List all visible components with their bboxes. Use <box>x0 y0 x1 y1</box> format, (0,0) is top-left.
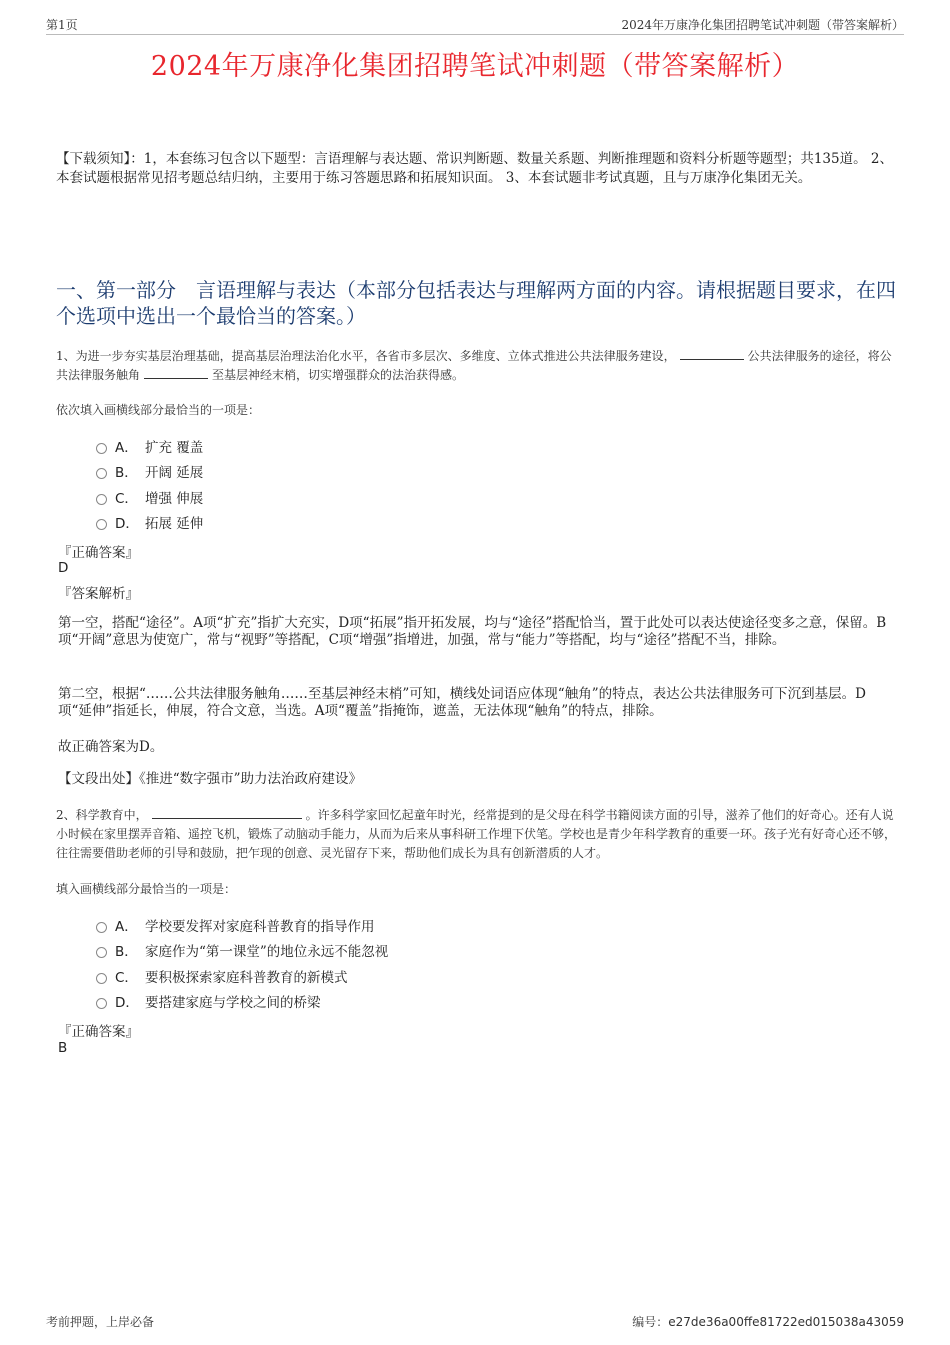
radio-button-icon[interactable] <box>96 443 107 454</box>
text-source: 【文段出处】《推进“数字强市”助力法治政府建设》 <box>58 771 363 787</box>
question-2-stem: 2、科学教育中， 。许多科学家回忆起童年时光，经常提到的是父母在科学书籍阅读方面的引导，滋养了他们的好奇心。还有人说小时候在家里摆弄音箱、遥控飞机，锻炼了动脑动手能力，从而为后来从事科研工作埋下伏笔。学校也是青少年科学教育的重要一环。孩子光有好奇心还不够，往往需要借助老师的引导和鼓励，把乍现的创意、灵光留存下来，帮助他们成长为具有创新潜质的人才。 <box>56 808 897 860</box>
analysis-conclusion: 故正确答案为D。 <box>58 739 164 755</box>
option-d[interactable]: D． 要搭建家庭与学校之间的桥梁 <box>96 989 388 1015</box>
blank-1 <box>152 806 302 819</box>
question-1-instruction: 依次填入画横线部分最恰当的一项是： <box>56 403 261 417</box>
radio-button-icon[interactable] <box>96 494 107 505</box>
blank-1 <box>680 347 744 360</box>
option-b[interactable]: B． 家庭作为“第一课堂”的地位永远不能忽视 <box>96 938 388 964</box>
option-a[interactable]: A． 扩充 覆盖 <box>96 433 203 459</box>
correct-answer: D <box>58 560 69 576</box>
document-title: 2024年万康净化集团招聘笔试冲刺题（带答案解析） <box>150 51 800 82</box>
option-a[interactable]: A． 学校要发挥对家庭科普教育的指导作用 <box>96 912 388 938</box>
radio-button-icon[interactable] <box>96 468 107 479</box>
analysis-paragraph-2: 第二空，根据“……公共法律服务触角……至基层神经末梢”可知，横线处词语应体现“触角”的特点，表达公共法律服务可下沉到基层。D项“延伸”指延长，伸展，符合文意，当选。A项“覆盖”指掩饰，遮盖，无法体现“触角”的特点，排除。 <box>58 686 866 719</box>
radio-button-icon[interactable] <box>96 998 107 1009</box>
blank-2 <box>144 366 208 379</box>
radio-button-icon[interactable] <box>96 947 107 958</box>
page-header <box>46 14 904 35</box>
analysis-paragraph-1: 第一空，搭配“途径”。A项“扩充”指扩大充实，D项“拓展”指开拓发展，均与“途径”搭配恰当，置于此处可以表达使途径变多之意，保留。B项“开阔”意思为使宽广，常与“视野”等搭配，C项“增强”指增进，加强，常与“能力”等搭配，均与“途径”搭配不当，排除。 <box>58 615 887 648</box>
analysis-label: 『答案解析』 <box>58 586 139 602</box>
footer-code: 编号：e27de36a00ffe81722ed015038a43059 <box>632 1315 904 1329</box>
radio-button-icon[interactable] <box>96 973 107 984</box>
section-title: 一、第一部分 言语理解与表达（本部分包括表达与理解两方面的内容。请根据题目要求，在四个选项中选出一个最恰当的答案。） <box>56 278 896 328</box>
option-c[interactable]: C． 要积极探索家庭科普教育的新模式 <box>96 963 388 989</box>
answer-label: 『正确答案』 <box>58 545 139 561</box>
header-doc-title: 2024年万康净化集团招聘笔试冲刺题（带答案解析） <box>621 18 904 32</box>
radio-button-icon[interactable] <box>96 922 107 933</box>
option-d[interactable]: D． 拓展 延伸 <box>96 510 203 536</box>
question-2-instruction: 填入画横线部分最恰当的一项是： <box>56 882 237 896</box>
question-1-options <box>96 433 203 535</box>
option-b[interactable]: B． 开阔 延展 <box>96 459 203 485</box>
question-1-stem: 1、为进一步夯实基层治理基础，提高基层治理法治化水平，各省市多层次、多维度、立体式推进公共法律服务建设， 公共法律服务的途径，将公共法律服务触角 至基层神经末梢，切实增强群众的法治获得感。 <box>56 349 892 382</box>
answer-label: 『正确答案』 <box>58 1024 139 1040</box>
radio-button-icon[interactable] <box>96 519 107 530</box>
correct-answer: B <box>58 1040 68 1056</box>
question-2-options <box>96 912 388 1014</box>
option-c[interactable]: C． 增强 伸展 <box>96 484 203 510</box>
footer-slogan: 考前押题，上岸必备 <box>46 1315 155 1329</box>
page-number: 第1页 <box>46 18 78 32</box>
document-code: e27de36a00ffe81722ed015038a43059 <box>668 1315 904 1329</box>
download-notice: 【下载须知】：1，本套练习包含以下题型：言语理解与表达题、常识判断题、数量关系题、判断推理题和资料分析题等题型；共135道。 2、本套试题根据常见招考题总结归纳，主要用于练习答题思路和拓展知识面。 3、本套试题非考试真题，且与万康净化集团无关。 <box>56 151 893 186</box>
